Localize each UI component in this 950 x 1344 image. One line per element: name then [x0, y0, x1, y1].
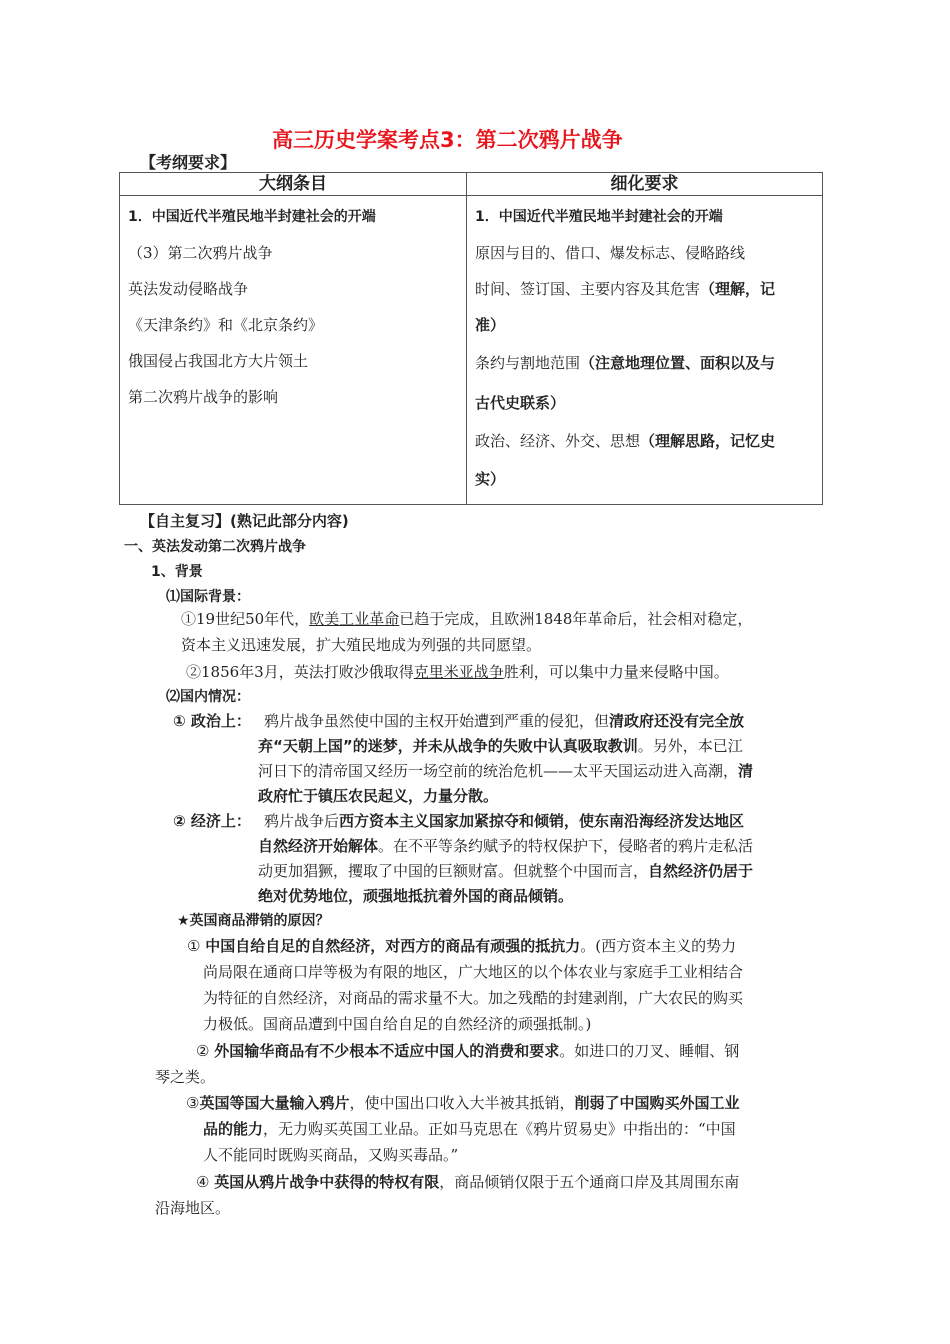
left-item: 《天津条约》和《北京条约》 [128, 316, 324, 334]
cause-4: ④ 英国从鸦片战争中获得的特权有限，商品倾销仅限于五个通商口岸及其周围东南 [196, 1173, 740, 1191]
intl-point-1-cont: 资本主义迅速发展，扩大殖民地成为列强的共同愿望。 [181, 636, 542, 654]
cause-3-cont: 品的能力，无力购买英国工业品。正如马克思在《鸦片贸易史》中指出的：“中国 [203, 1120, 736, 1138]
table-cell-right [467, 196, 823, 505]
cause-4-cont: 沿海地区。 [155, 1199, 231, 1217]
table-header-right: 细化要求 [467, 173, 823, 196]
left-item: 第二次鸦片战争的影响 [128, 388, 279, 406]
cause-1-cont: 为特征的自然经济，对商品的需求量不大。加之残酷的封建剥削，广大农民的购买 [203, 989, 744, 1007]
cause-1-cont: 尚局限在通商口岸等极为有限的地区，广大地区的以个体农业与家庭手工业相结合 [203, 963, 744, 981]
table-cell-left [120, 196, 467, 505]
politics-line: 河日下的清帝国又经历一场空前的统治危机——太平天国运动进入高潮，清 [258, 762, 754, 780]
heading-level-1: 一、英法发动第二次鸦片战争 [124, 539, 306, 555]
right-item: 时间、签订国、主要内容及其危害（理解，记 [475, 280, 776, 298]
cause-3: ③英国等国大量输入鸦片，使中国出口收入大半被其抵销，削弱了中国购买外国工业 [186, 1094, 740, 1112]
right-item: 古代史联系） [475, 394, 566, 412]
economy-line: 鸦片战争后西方资本主义国家加紧掠夺和倾销，使东南沿海经济发达地区 [264, 812, 745, 830]
right-item: 1．中国近代半殖民地半封建社会的开端 [475, 209, 723, 225]
right-item: 政治、经济、外交、思想（理解思路，记忆史 [475, 432, 776, 450]
cause-3-cont: 人不能同时既购买商品，又购买毒品。” [203, 1146, 459, 1164]
syllabus-table [119, 172, 823, 505]
left-item: （3）第二次鸦片战争 [128, 244, 273, 262]
page-title: 高三历史学案考点3：第二次鸦片战争 [272, 128, 623, 152]
section-heading-zizhu: 【自主复习】(熟记此部分内容) [140, 512, 349, 530]
politics-line: 弃“天朝上国”的迷梦，并未从战争的失败中认真吸取教训。另外，本已江 [258, 737, 743, 755]
intl-point-2: ②1856年3月，英法打败沙俄取得克里米亚战争胜利，可以集中力量来侵略中国。 [186, 663, 729, 681]
cause-2-cont: 琴之类。 [155, 1068, 216, 1086]
heading-domestic: ⑵国内情况： [166, 689, 250, 705]
economy-line: 动更加猖獗，攫取了中国的巨额财富。但就整个中国而言，自然经济仍居于 [258, 862, 754, 880]
table-header-left: 大纲条目 [120, 173, 467, 196]
cause-1: ① 中国自给自足的自然经济，对西方的商品有顽强的抵抗力。(西方资本主义的势力 [187, 937, 737, 955]
cause-2: ② 外国输华商品有不少根本不适应中国人的消费和要求。如进口的刀叉、睡帽、钢 [196, 1042, 740, 1060]
politics-label: ① 政治上： [173, 712, 251, 730]
star-question: ★英国商品滞销的原因？ [177, 913, 330, 929]
right-item: 原因与目的、借口、爆发标志、侵略路线 [475, 244, 746, 262]
left-item: 俄国侵占我国北方大片领土 [128, 352, 309, 370]
heading-level-2: 1、背景 [151, 564, 203, 580]
section-heading-kaogang: 【考纲要求】 [140, 153, 237, 172]
cause-1-cont: 力极低。国商品遭到中国自给自足的自然经济的顽强抵制。) [203, 1015, 592, 1033]
right-item: 条约与割地范围（注意地理位置、面积以及与 [475, 354, 776, 372]
intl-point-1: ①19世纪50年代，欧美工业革命已趋于完成，且欧洲1848年革命后，社会相对稳定， [181, 610, 753, 628]
heading-intl-background: ⑴国际背景： [166, 589, 250, 605]
left-item: 英法发动侵略战争 [128, 280, 249, 298]
economy-label: ② 经济上： [173, 812, 251, 830]
economy-line: 自然经济开始解体。在不平等条约赋予的特权保护下，侵略者的鸦片走私活 [258, 837, 754, 855]
right-item: 实） [475, 470, 506, 488]
right-item: 准） [475, 316, 506, 334]
politics-line: 政府忙于镇压农民起义，力量分散。 [258, 787, 499, 805]
left-item: 1．中国近代半殖民地半封建社会的开端 [128, 209, 376, 225]
politics-line: 鸦片战争虽然使中国的主权开始遭到严重的侵犯，但清政府还没有完全放 [264, 712, 745, 730]
economy-line: 绝对优势地位，顽强地抵抗着外国的商品倾销。 [258, 887, 574, 905]
